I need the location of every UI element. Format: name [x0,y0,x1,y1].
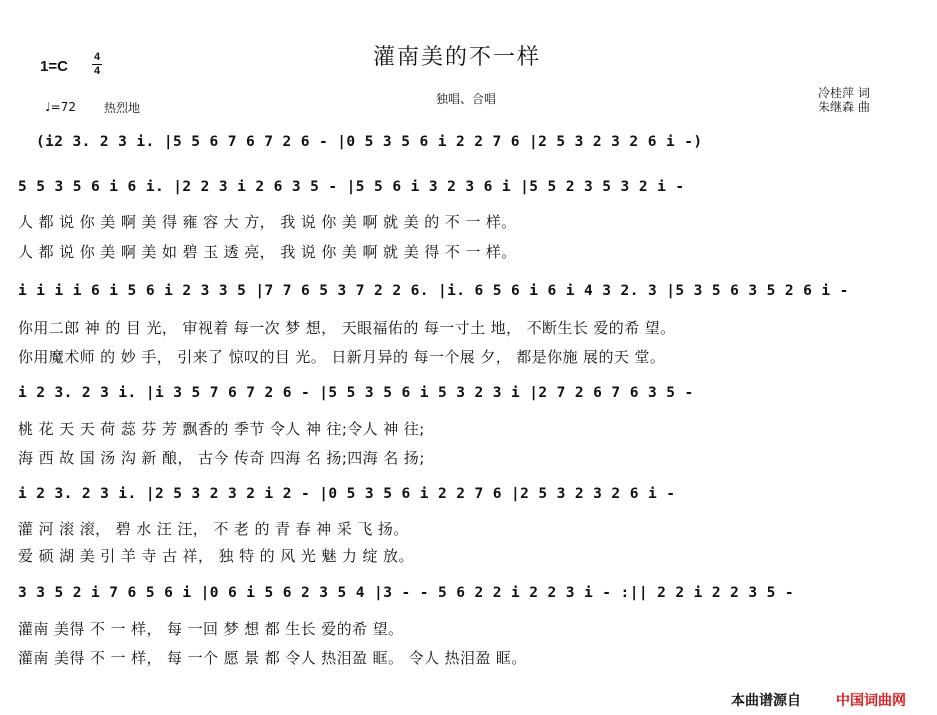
page-title: 灌南美的不一样 [373,45,542,70]
lyric-line: 桃 花 天 天 荷 蕊 芬 芳 飘香的 季节 令人 神 往;令人 神 往; [18,420,425,438]
notation-row: i 2 3. 2 3 i. |i 3 5 7 6 7 2 6 - |5 5 3 5 6 i 5 3 2 3 i |2 7 2 6 7 6 3 5 - [18,385,694,401]
notation-row: i i i i 6 i 5 6 i 2 3 3 5 |7 7 6 5 3 7 2 2 6. |i. 6 5 6 i 6 i 4 3 2. 3 |5 3 5 6 3 5 2 6 i - [18,283,849,299]
lyric-line: 灌南 美得 不 一 样， 每 一个 愿 景 都 令人 热泪盈 眶。 令人 热泪盈 眶。 [18,649,527,667]
notation-row: 3 3 5 2 i 7 6 5 6 i |0 6 i 5 6 2 3 5 4 |3 - - 5 6 2 2 i 2 2 3 i - :|| 2 2 i 2 2 3 5 - [18,585,795,601]
notation-row: 5 5 3 5 6 i 6 i. |2 2 3 i 2 6 3 5 - |5 5 6 i 3 2 3 6 i |5 5 2 3 5 3 2 i - [18,179,685,195]
lyricist-credit: 冷桂萍 词 [818,86,870,100]
lyric-line: 人 都 说 你 美 啊 美 如 碧 玉 透 亮， 我 说 你 美 啊 就 美 得 不 一 样。 [18,243,517,261]
notation-row: i 2 3. 2 3 i. |2 5 3 2 3 2 i 2 - |0 5 3 5 6 i 2 2 7 6 |2 5 3 2 3 2 6 i - [18,486,676,502]
lyric-line: 你用二郎 神 的 目 光， 审视着 每一次 梦 想， 天眼福佑的 每一寸土 地， 不断生长 爱的希 望。 [18,319,676,337]
lyric-line: 人 都 说 你 美 啊 美 得 雍 容 大 方， 我 说 你 美 啊 就 美 的 不 一 样。 [18,213,517,231]
performance-note: 独唱、合唱 [436,92,497,106]
lyric-line: 灌 河 滚 滚， 碧 水 汪 汪， 不 老 的 青 春 神 采 飞 扬。 [18,520,409,538]
key-signature: 1=C [40,58,68,75]
time-signature-bottom: 4 [93,65,101,77]
composer-credit: 朱继森 曲 [818,100,870,114]
lyric-line: 灌南 美得 不 一 样， 每 一回 梦 想 都 生长 爱的希 望。 [18,620,404,638]
mood-marking: 热烈地 [104,101,141,115]
lyric-line: 你用魔术师 的 妙 手， 引来了 惊叹的目 光。 日新月异的 每一个展 夕， 都是你施 展的天 堂。 [18,348,666,366]
source-label: 本曲谱源自 [731,693,801,709]
time-signature-top: 4 [93,51,101,63]
lyric-line: 爱 硕 湖 美 引 羊 寺 古 祥， 独 特 的 风 光 魅 力 绽 放。 [18,547,414,565]
tempo-marking: ♩=72 [45,100,76,114]
lyric-line: 海 西 故 国 汤 沟 新 酿， 古今 传奇 四海 名 扬;四海 名 扬; [18,449,425,467]
site-name-link[interactable]: 中国词曲网 [836,693,906,709]
notation-row: (i2 3. 2 3 i. |5 5 6 7 6 7 2 6 - |0 5 3 5 6 i 2 2 7 6 |2 5 3 2 3 2 6 i -) [36,134,703,150]
time-signature [92,52,102,77]
